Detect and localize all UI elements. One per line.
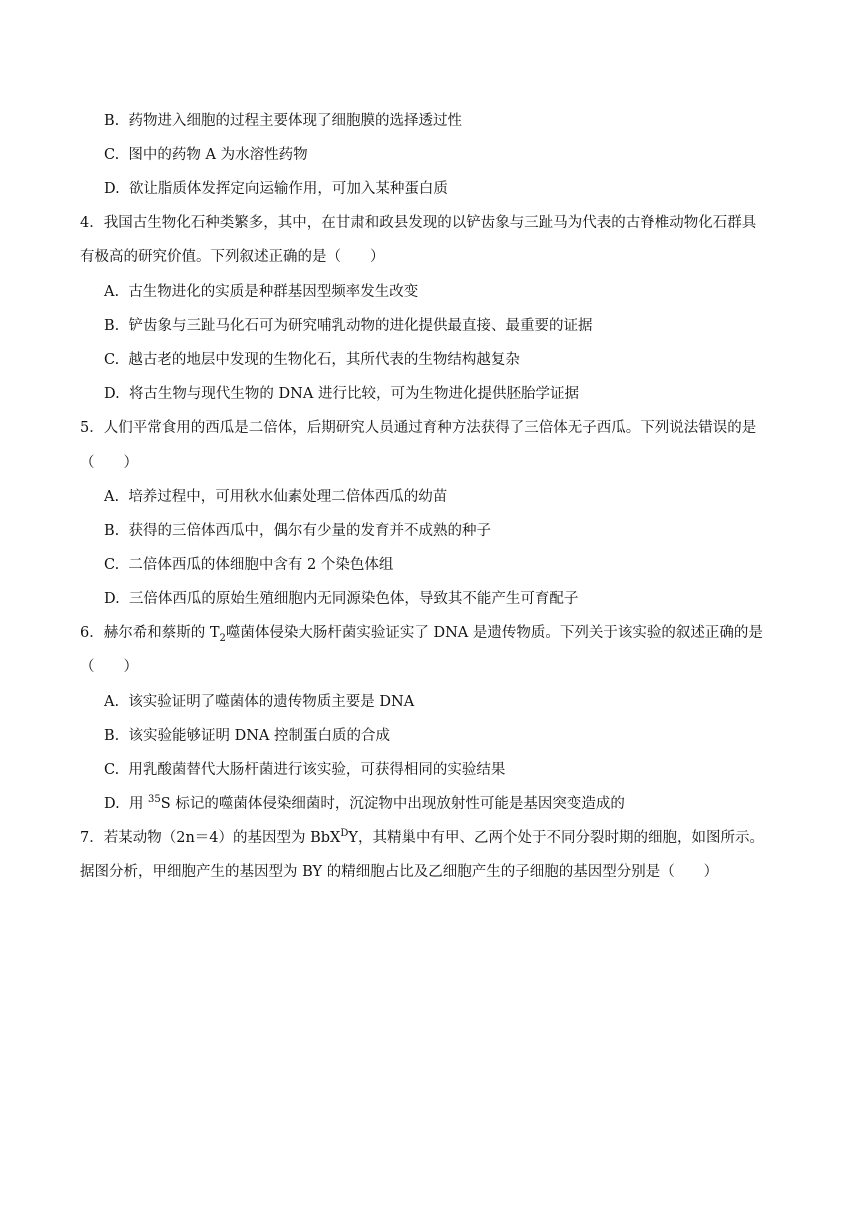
question-4-option-b xyxy=(104,316,592,336)
question-6-option-d xyxy=(104,794,625,814)
question-5-option-a xyxy=(104,487,447,507)
question-5-option-d xyxy=(104,589,578,609)
question-4-option-c xyxy=(104,350,520,370)
question-5-stem-line2: （ ） xyxy=(80,455,138,471)
option-b-prev xyxy=(104,111,462,131)
question-5-option-b xyxy=(104,521,491,541)
superscript: D xyxy=(340,828,349,840)
question-4-stem-line2: 有极高的研究价值。下列叙述正确的是（ ） xyxy=(80,249,385,265)
option-text: 越古老的地层中发现的生物化石，其所代表的生物结构越复杂 xyxy=(128,352,520,368)
option-letter: A. xyxy=(104,284,120,300)
stem-text: 噬菌体侵染大肠杆菌实验证实了 DNA 是遗传物质。下列关于该实验的叙述正确的是 xyxy=(225,625,763,641)
option-text: 图中的药物 A 为水溶性药物 xyxy=(128,147,308,163)
option-letter: A. xyxy=(104,694,120,710)
option-text: 用乳酸菌替代大肠杆菌进行该实验，可获得相同的实验结果 xyxy=(128,762,506,778)
option-letter: C. xyxy=(104,147,120,163)
question-6-option-b xyxy=(104,726,390,746)
subscript: 2 xyxy=(219,632,226,644)
option-text: 铲齿象与三趾马化石可为研究哺乳动物的进化提供最直接、最重要的证据 xyxy=(128,318,593,334)
option-letter: D. xyxy=(104,591,120,607)
option-letter: D. xyxy=(104,796,120,812)
stem-text: 6．赫尔希和蔡斯的 T xyxy=(80,625,220,641)
option-text: 古生物进化的实质是种群基因型频率发生改变 xyxy=(128,284,419,300)
question-6-stem-line1 xyxy=(80,623,763,643)
question-4-option-a xyxy=(104,282,418,302)
option-letter: A. xyxy=(104,489,120,505)
option-letter: C. xyxy=(104,557,120,573)
option-letter: C. xyxy=(104,762,120,778)
question-5-stem-line1: 5．人们平常食用的西瓜是二倍体，后期研究人员通过育种方法获得了三倍体无子西瓜。下列说法错误的是 xyxy=(80,420,757,436)
option-text: 该实验证明了噬菌体的遗传物质主要是 DNA xyxy=(128,694,415,710)
stem-text: 7．若某动物（2n＝4）的基因型为 BbX xyxy=(80,830,341,846)
stem-text: Y，其精巢中有甲、乙两个处于不同分裂时期的细胞，如图所示。 xyxy=(348,830,764,846)
option-text: 将古生物与现代生物的 DNA 进行比较，可为生物进化提供胚胎学证据 xyxy=(128,386,579,402)
superscript: 35 xyxy=(148,794,161,806)
option-text-part: 用 xyxy=(128,796,149,812)
question-6-stem-line2: （ ） xyxy=(80,659,138,675)
option-letter: B. xyxy=(104,728,120,744)
question-7-stem-line2: 据图分析，甲细胞产生的基因型为 BY 的精细胞占比及乙细胞产生的子细胞的基因型分别是（ ） xyxy=(80,864,719,880)
option-text: 获得的三倍体西瓜中，偶尔有少量的发育并不成熟的种子 xyxy=(128,523,491,539)
question-6-option-c xyxy=(104,760,505,780)
option-text: 培养过程中，可用秋水仙素处理二倍体西瓜的幼苗 xyxy=(128,489,448,505)
option-text-part: S 标记的噬菌体侵染细菌时，沉淀物中出现放射性可能是基因突变造成的 xyxy=(160,796,625,812)
option-letter: B. xyxy=(104,113,120,129)
question-4-stem-line1: 4．我国古生物化石种类繁多，其中，在甘肃和政县发现的以铲齿象与三趾马为代表的古脊椎动物化石群具 xyxy=(80,215,757,231)
question-6-option-a xyxy=(104,692,414,712)
option-c-prev xyxy=(104,145,308,165)
option-text: 药物进入细胞的过程主要体现了细胞膜的选择透过性 xyxy=(128,113,462,129)
option-text: 三倍体西瓜的原始生殖细胞内无同源染色体，导致其不能产生可育配子 xyxy=(128,591,579,607)
option-text: 欲让脂质体发挥定向运输作用，可加入某种蛋白质 xyxy=(128,181,448,197)
question-7-stem-line1 xyxy=(80,828,764,848)
option-text: 二倍体西瓜的体细胞中含有 2 个染色体组 xyxy=(128,557,394,573)
question-5-option-c xyxy=(104,555,393,575)
option-letter: D. xyxy=(104,386,120,402)
option-letter: C. xyxy=(104,352,120,368)
option-letter: D. xyxy=(104,181,120,197)
option-letter: B. xyxy=(104,523,120,539)
option-text xyxy=(129,796,625,812)
option-text: 该实验能够证明 DNA 控制蛋白质的合成 xyxy=(128,728,390,744)
question-4-option-d xyxy=(104,384,579,404)
option-d-prev xyxy=(104,179,448,199)
option-letter: B. xyxy=(104,318,120,334)
